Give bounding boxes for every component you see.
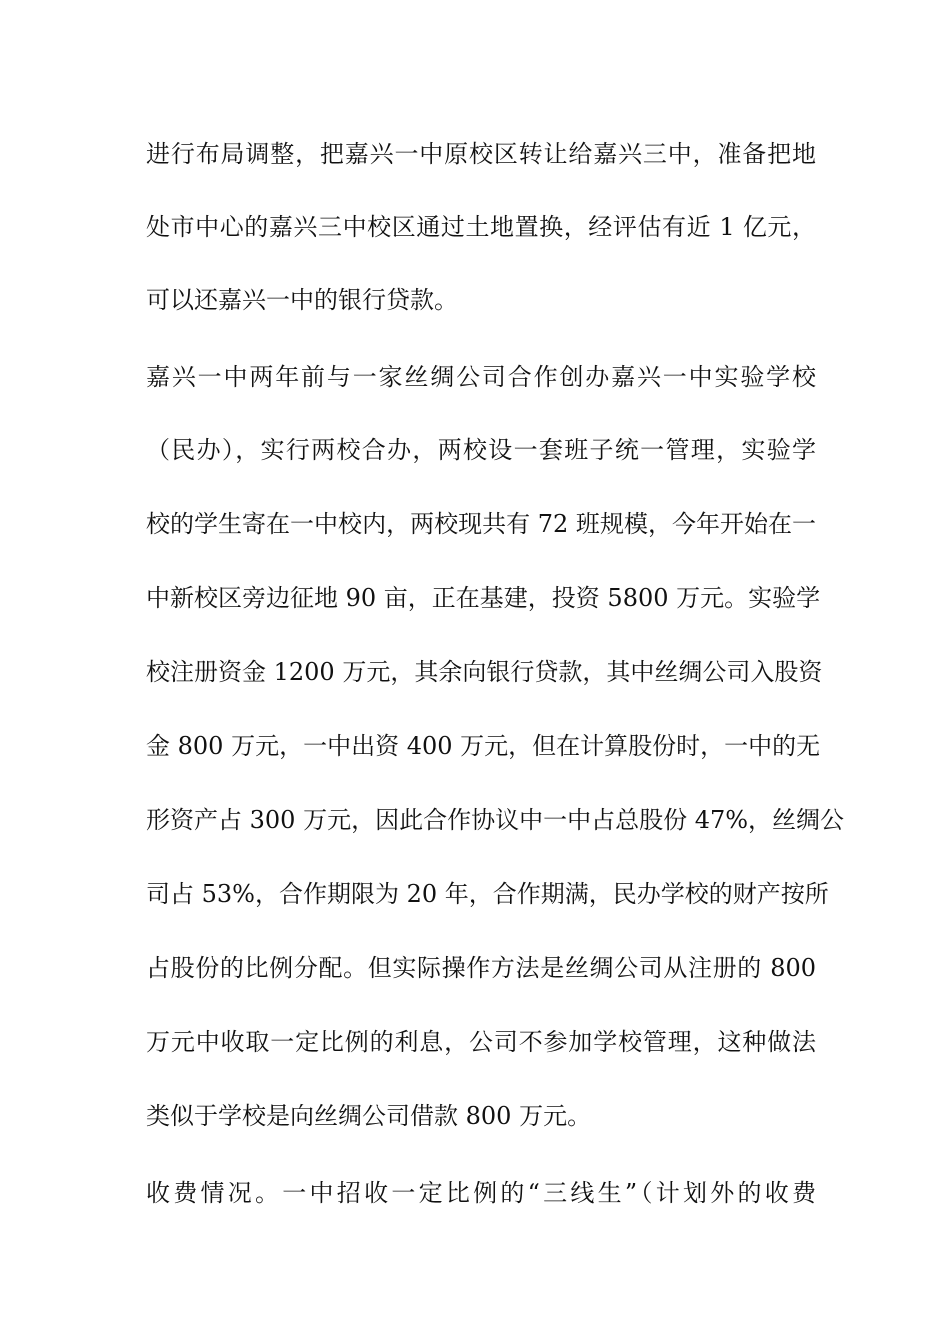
text-line: 万元中收取一定比例的利息，公司不参加学校管理，这种做法 (146, 1028, 816, 1056)
text-line: 嘉兴一中两年前与一家丝绸公司合作创办嘉兴一中实验学校 (146, 363, 816, 391)
text-line: 处市中心的嘉兴三中校区通过土地置换，经评估有近 1 亿元， (146, 213, 816, 241)
text-line: 金 800 万元，一中出资 400 万元，但在计算股份时，一中的无 (146, 732, 821, 760)
text-line: 形资产占 300 万元，因此合作协议中一中占总股份 47%，丝绸公 (146, 806, 845, 834)
text-line: （民办），实行两校合办，两校设一套班子统一管理，实验学 (146, 436, 816, 464)
text-line: 收费情况。一中招收一定比例的“三线生”（计划外的收费 (146, 1179, 816, 1207)
text-line: 类似于学校是向丝绸公司借款 800 万元。 (146, 1102, 592, 1130)
text-line: 校的学生寄在一中校内，两校现共有 72 班规模，今年开始在一 (146, 510, 816, 538)
text-line: 占股份的比例分配。但实际操作方法是丝绸公司从注册的 800 (146, 954, 816, 982)
text-line: 司占 53%，合作期限为 20 年，合作期满，民办学校的财产按所 (146, 880, 829, 908)
text-line: 可以还嘉兴一中的银行贷款。 (146, 286, 458, 314)
text-line: 中新校区旁边征地 90 亩，正在基建，投资 5800 万元。实验学 (146, 584, 821, 612)
text-line: 校注册资金 1200 万元，其余向银行贷款，其中丝绸公司入股资 (146, 658, 823, 686)
text-line: 进行布局调整，把嘉兴一中原校区转让给嘉兴三中，准备把地 (146, 140, 816, 168)
